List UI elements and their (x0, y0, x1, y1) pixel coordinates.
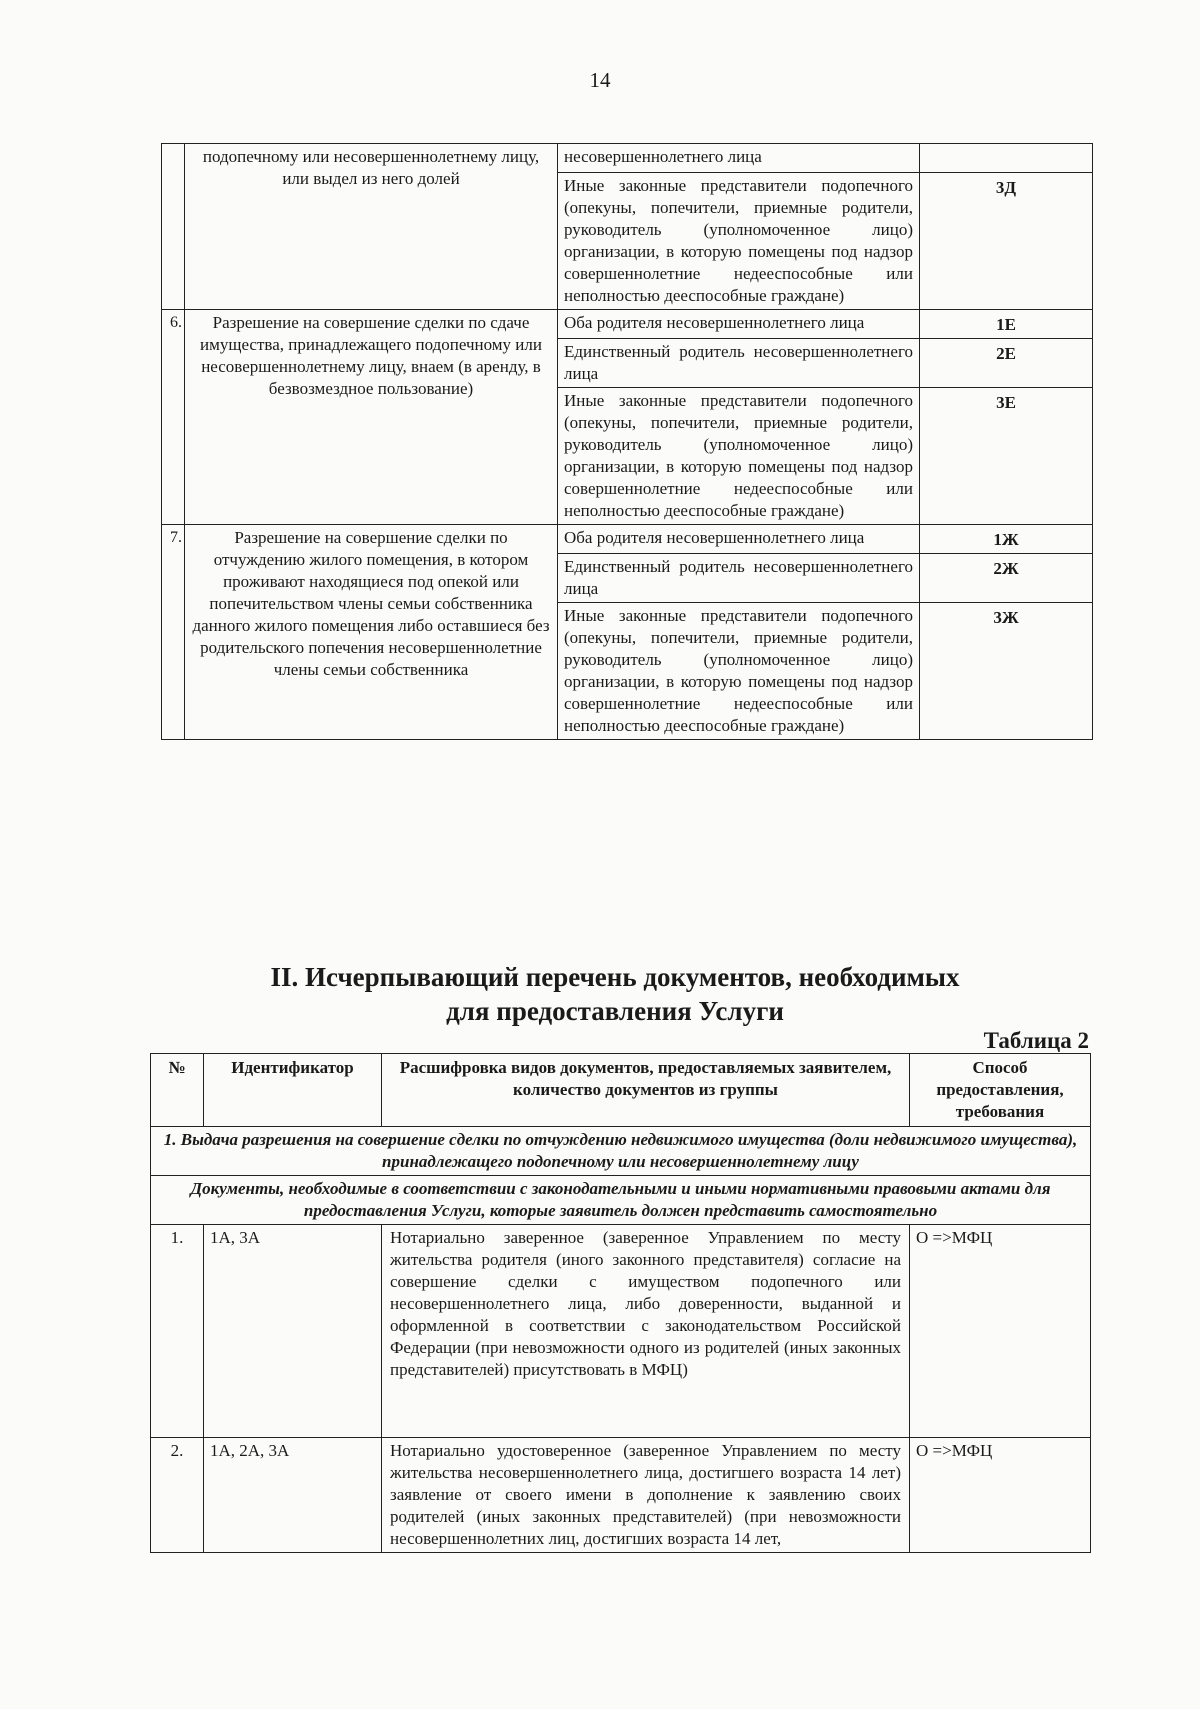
applicant-code (920, 144, 1093, 173)
table-row (151, 1225, 1091, 1438)
doc-method: О =>МФЦ (910, 1225, 1091, 1438)
applicant-type: Единственный родитель несовершеннолетнего лица (558, 554, 920, 603)
applicant-code: 3Д (920, 173, 1093, 310)
doc-num: 2. (151, 1438, 204, 1553)
applicant-type: несовершеннолетнего лица (558, 144, 920, 173)
service-name: Разрешение на совершение сделки по отчуждению жилого помещения, в котором проживают находящиеся под опекой или попечительством члены семьи собственника данного жилого помещения либо оставшиеся без родительского попечения несовершеннолетние члены семьи собственника (185, 525, 558, 740)
doc-num: 1. (151, 1225, 204, 1438)
header-id: Идентификатор (204, 1054, 382, 1127)
header-num: № (151, 1054, 204, 1127)
row-number: 6. (162, 310, 185, 525)
service-name: подопечному или несовершеннолетнему лицу, или выдел из него долей (185, 144, 558, 310)
table-row (162, 144, 1093, 173)
applicant-code: 3Ж (920, 603, 1093, 740)
row-number (162, 144, 185, 310)
applicant-type: Иные законные представители подопечного (опекуны, попечители, приемные родители, руководитель (уполномоченное лицо) организации, в которую помещены под надзор совершеннолетние недееспособные или неполностью дееспособные граждане) (558, 603, 920, 740)
applicant-type: Оба родителя несовершеннолетнего лица (558, 310, 920, 339)
applicant-type: Иные законные представители подопечного (опекуны, попечители, приемные родители, руководитель (уполномоченное лицо) организации, в которую помещены под надзор совершеннолетние недееспособные или неполностью дееспособные граждане) (558, 388, 920, 525)
services-table (161, 143, 1093, 740)
section-heading (0, 960, 1200, 1028)
section-heading-line1: II. Исчерпывающий перечень документов, необходимых (270, 962, 960, 992)
table-row (151, 1438, 1091, 1553)
group-row (151, 1127, 1091, 1176)
doc-id: 1А, 3А (204, 1225, 382, 1438)
subgroup-title: Документы, необходимые в соответствии с законодательными и иными нормативными правовыми актами для предоставления Услуги, которые заявитель должен представить самостоятельно (151, 1176, 1091, 1225)
service-name: Разрешение на совершение сделки по сдаче имущества, принадлежащего подопечному или несовершеннолетнему лицу, внаем (в аренду, в безвозмездное пользование) (185, 310, 558, 525)
doc-desc: Нотариально заверенное (заверенное Управлением по месту жительства родителя (иного законного представителя) согласие на совершение сделки с имуществом подопечного или несовершеннолетнего лица, либо доверенности, выданной и оформленной в соответствии с законодательством Российской Федерации (при невозможности одного из родителей (иных законных представителей) присутствовать в МФЦ) (382, 1225, 910, 1438)
row-number: 7. (162, 525, 185, 740)
applicant-code: 2Ж (920, 554, 1093, 603)
subgroup-row (151, 1176, 1091, 1225)
page-number: 14 (589, 68, 611, 92)
table-row (162, 310, 1093, 339)
group-title: 1. Выдача разрешения на совершение сделки по отчуждению недвижимого имущества (доли недвижимого имущества), принадлежащего подопечному или несовершеннолетнему лицу (151, 1127, 1091, 1176)
documents-table (150, 1053, 1091, 1553)
applicant-code: 3Е (920, 388, 1093, 525)
applicant-code: 1Е (920, 310, 1093, 339)
header-method: Способ предоставления, требования (910, 1054, 1091, 1127)
table-header-row (151, 1054, 1091, 1127)
applicant-code: 1Ж (920, 525, 1093, 554)
doc-id: 1А, 2А, 3А (204, 1438, 382, 1553)
applicant-type: Единственный родитель несовершеннолетнего лица (558, 339, 920, 388)
table-row (162, 525, 1093, 554)
table-label: Таблица 2 (983, 1028, 1089, 1053)
doc-method: О =>МФЦ (910, 1438, 1091, 1553)
section-heading-line2: для предоставления Услуги (446, 996, 784, 1026)
applicant-type: Иные законные представители подопечного (опекуны, попечители, приемные родители, руководитель (уполномоченное лицо) организации, в которую помещены под надзор совершеннолетние недееспособные или неполностью дееспособные граждане) (558, 173, 920, 310)
applicant-type: Оба родителя несовершеннолетнего лица (558, 525, 920, 554)
applicant-code: 2Е (920, 339, 1093, 388)
header-desc: Расшифровка видов документов, предоставляемых заявителем, количество документов из группы (382, 1054, 910, 1127)
doc-desc: Нотариально удостоверенное (заверенное Управлением по месту жительства несовершеннолетнего лица, достигшего возраста 14 лет) заявление от своего имени в дополнение к заявлению своих родителей (иных законных представителей) (при невозможности несовершеннолетних лиц, достигших возраста 14 лет, (382, 1438, 910, 1553)
